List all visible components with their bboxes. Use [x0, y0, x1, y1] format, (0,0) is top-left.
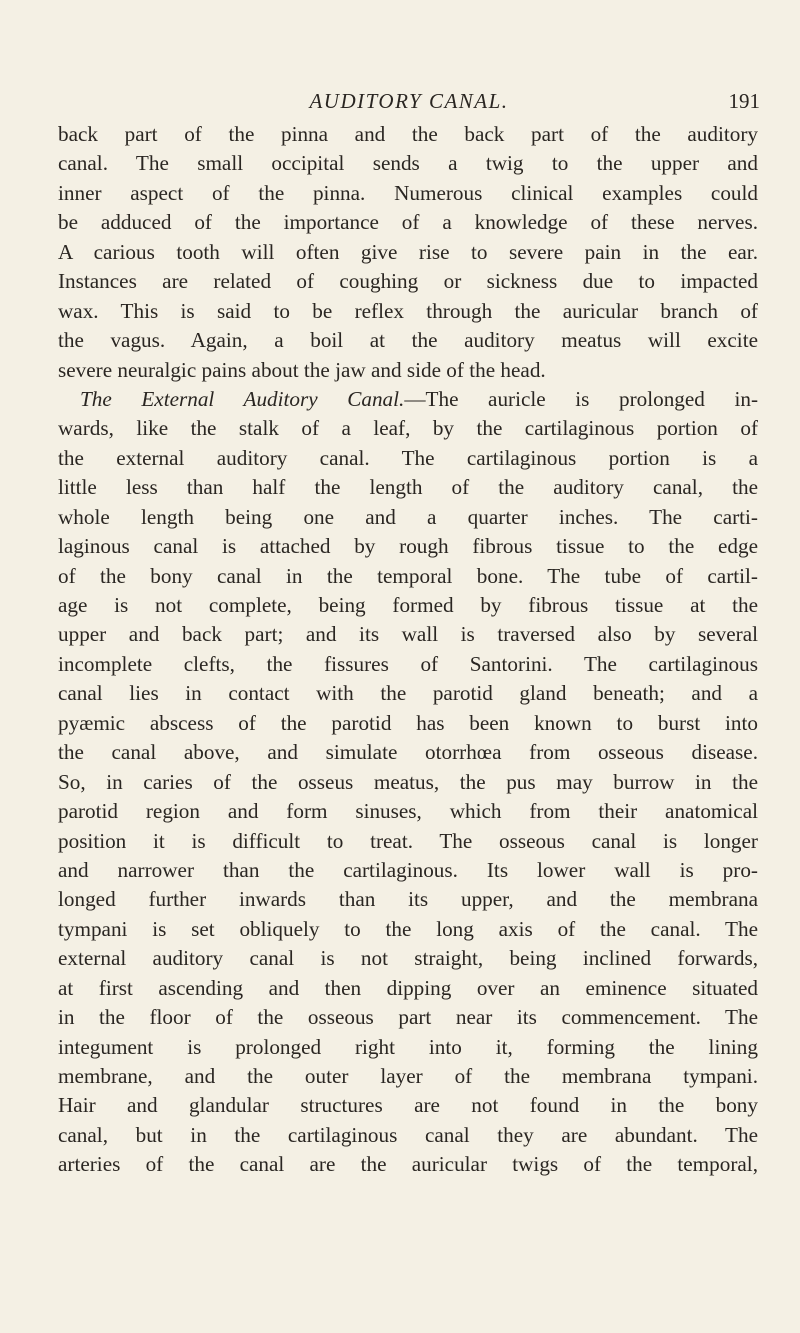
text-line: be adduced of the importance of a knowledge of these nerves.	[58, 210, 758, 235]
text-line: the vagus. Again, a boil at the auditory meatus will excite	[58, 328, 758, 353]
text-line: wards, like the stalk of a leaf, by the cartilaginous portion of	[58, 416, 758, 441]
text-line: incomplete clefts, the fissures of Santorini. The cartilaginous	[58, 651, 758, 676]
text-line: membrane, and the outer layer of the membrana tympani.	[58, 1064, 758, 1088]
text-line: back part of the pinna and the back part of the auditory	[58, 122, 758, 146]
page-number: 191	[728, 89, 760, 113]
text-line: at first ascending and then dipping over an eminence situated	[58, 975, 758, 1000]
text-line: severe neuralgic pains about the jaw and side of the head.	[58, 357, 546, 382]
text-line: age is not complete, being formed by fibrous tissue at the	[58, 593, 758, 617]
running-header	[58, 86, 760, 116]
text-line: Hair and glandular structures are not found in the bony	[58, 1093, 758, 1118]
text-line: longed further inwards than its upper, and the membrana	[58, 887, 758, 912]
text-line: of the bony canal in the temporal bone. The tube of cartil-	[58, 563, 758, 588]
section-heading: The External Auditory Canal.	[80, 386, 405, 411]
text-line: arteries of the canal are the auricular twigs of the temporal,	[58, 1152, 758, 1177]
section-first-line-text: —The auricle is prolonged in-	[404, 386, 758, 411]
text-line: wax. This is said to be reflex through the auricular branch of	[58, 298, 758, 323]
text-line: tympani is set obliquely to the long axis of the canal. The	[58, 916, 758, 941]
text-line: external auditory canal is not straight, being inclined forwards,	[58, 946, 758, 971]
text-line: canal. The small occipital sends a twig to the upper and	[58, 151, 758, 176]
text-line: position it is difficult to treat. The osseous canal is longer	[58, 828, 758, 853]
text-line: whole length being one and a quarter inches. The carti-	[58, 504, 758, 529]
text-line: Instances are related of coughing or sickness due to impacted	[58, 269, 758, 294]
text-line: upper and back part; and its wall is traversed also by several	[58, 622, 758, 647]
running-title: AUDITORY CANAL.	[309, 89, 509, 113]
text-line: parotid region and form sinuses, which from their anatomical	[58, 799, 758, 824]
section-first-line	[58, 385, 758, 414]
text-line: laginous canal is attached by rough fibrous tissue to the edge	[58, 534, 758, 559]
body-text	[58, 120, 758, 1180]
text-line: canal lies in contact with the parotid gland beneath; and a	[58, 681, 758, 706]
text-line: little less than half the length of the auditory canal, the	[58, 475, 758, 500]
text-line: and narrower than the cartilaginous. Its lower wall is pro-	[58, 857, 758, 882]
text-line: A carious tooth will often give rise to severe pain in the ear.	[58, 239, 758, 264]
text-line: the external auditory canal. The cartilaginous portion is a	[58, 445, 758, 470]
text-line: So, in caries of the osseus meatus, the pus may burrow in the	[58, 769, 758, 794]
text-line: canal, but in the cartilaginous canal they are abundant. The	[58, 1122, 758, 1147]
text-line: integument is prolonged right into it, forming the lining	[58, 1034, 758, 1059]
text-line: in the floor of the osseous part near its commencement. The	[58, 1005, 758, 1030]
text-line: inner aspect of the pinna. Numerous clinical examples could	[58, 180, 758, 205]
text-line: the canal above, and simulate otorrhœa from osseous disease.	[58, 740, 758, 765]
text-line: pyæmic abscess of the parotid has been known to burst into	[58, 710, 758, 735]
